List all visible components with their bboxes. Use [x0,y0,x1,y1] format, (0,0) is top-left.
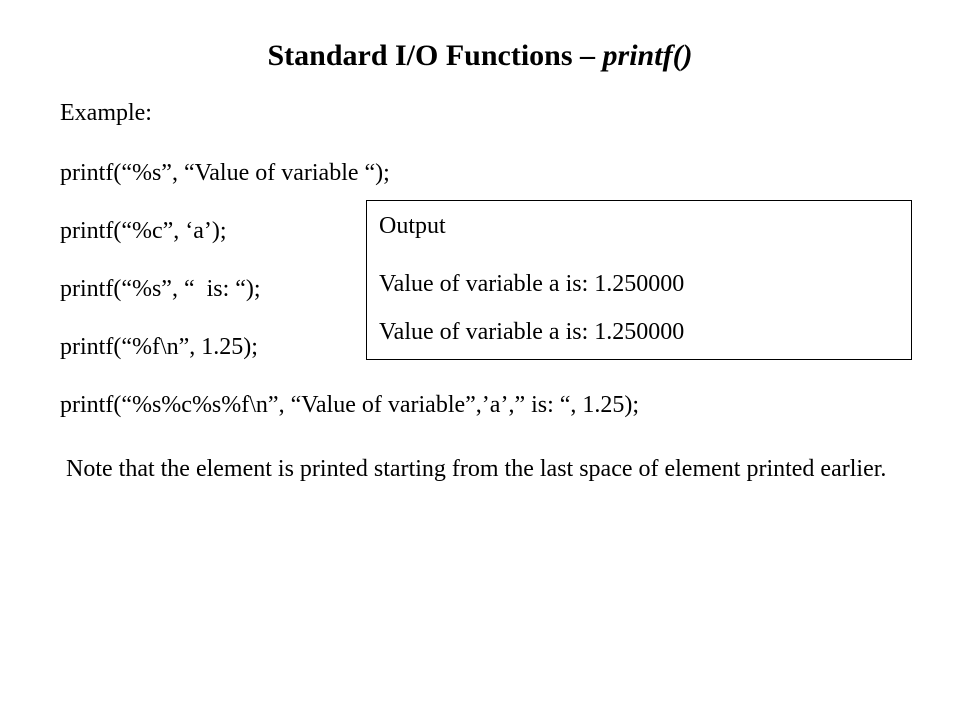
code-line-2: printf(“%c”, ‘a’); [60,218,227,244]
code-line-1: printf(“%s”, “Value of variable “); [60,160,390,186]
code-line-5: printf(“%s%c%s%f\n”, “Value of variable”,’a’,” is: “, 1.25); [60,392,640,418]
slide-title-function: printf() [602,39,693,72]
slide-title [0,36,960,76]
output-line-1: Value of variable a is: 1.250000 [379,271,685,297]
note-text: Note that the element is printed starting from the last space of element printed earlier. [66,456,887,482]
output-line-2: Value of variable a is: 1.250000 [379,319,685,345]
output-box [366,200,912,360]
code-line-4: printf(“%f\n”, 1.25); [60,334,258,360]
code-line-3: printf(“%s”, “ is: “); [60,276,261,302]
example-label: Example: [60,100,152,126]
slide-title-main: Standard I/O Functions – [267,39,603,72]
output-heading: Output [379,213,446,239]
